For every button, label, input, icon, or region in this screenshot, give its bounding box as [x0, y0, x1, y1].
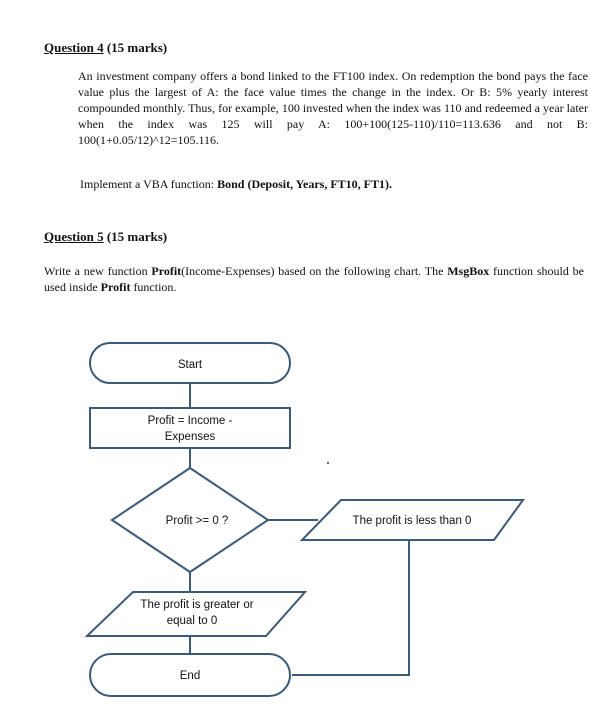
q5-bold-profit-2: Profit — [100, 280, 131, 294]
end-label: End — [179, 670, 201, 682]
q5-text-2: (Income-Expenses) based on the following chart. The — [181, 264, 448, 278]
question-5-marks: (15 marks) — [106, 229, 168, 244]
output-true-label-line1: The profit is greater or — [140, 599, 254, 611]
q5-text-3: function should be used inside — [44, 264, 584, 294]
q5-text-1: Write a new function — [44, 264, 152, 278]
q5-text-4: function. — [130, 280, 177, 294]
question-4-instruction-prefix: Implement a VBA function: — [80, 177, 218, 191]
start-label: Start — [177, 359, 203, 371]
q5-bold-msgbox: MsgBox — [447, 264, 490, 278]
output-false-label: The profit is less than 0 — [352, 515, 472, 527]
process-label-line2: Expenses — [164, 431, 216, 443]
question-4-marks: (15 marks) — [106, 40, 168, 55]
question-4-body: An investment company offers a bond linked to the FT100 index. On redemption the bond pays the face value plus the largest of A: the face value times the change in the index. Or B: 5% yearly interest compounded monthly. Thus, for example, 100 invested when the index was 110 and redeemed a year later when the index was 125 will pay A: 100+100(125-110)/110=113.636 and not B: 100(1+0.05/12)^12=105.116. — [78, 69, 588, 147]
output-true-label-line2: equal to 0 — [166, 615, 218, 627]
connector-false-end — [292, 540, 409, 675]
q5-bold-profit: Profit — [151, 264, 182, 278]
question-4-function-signature: Bond (Deposit, Years, FT10, FT1). — [217, 177, 392, 191]
question-5-number: Question 5 — [44, 229, 104, 244]
question-4-number: Question 4 — [44, 40, 104, 55]
process-label-line1: Profit = Income - — [147, 415, 233, 427]
stray-dot — [327, 462, 329, 464]
decision-label: Profit >= 0 ? — [165, 515, 229, 527]
